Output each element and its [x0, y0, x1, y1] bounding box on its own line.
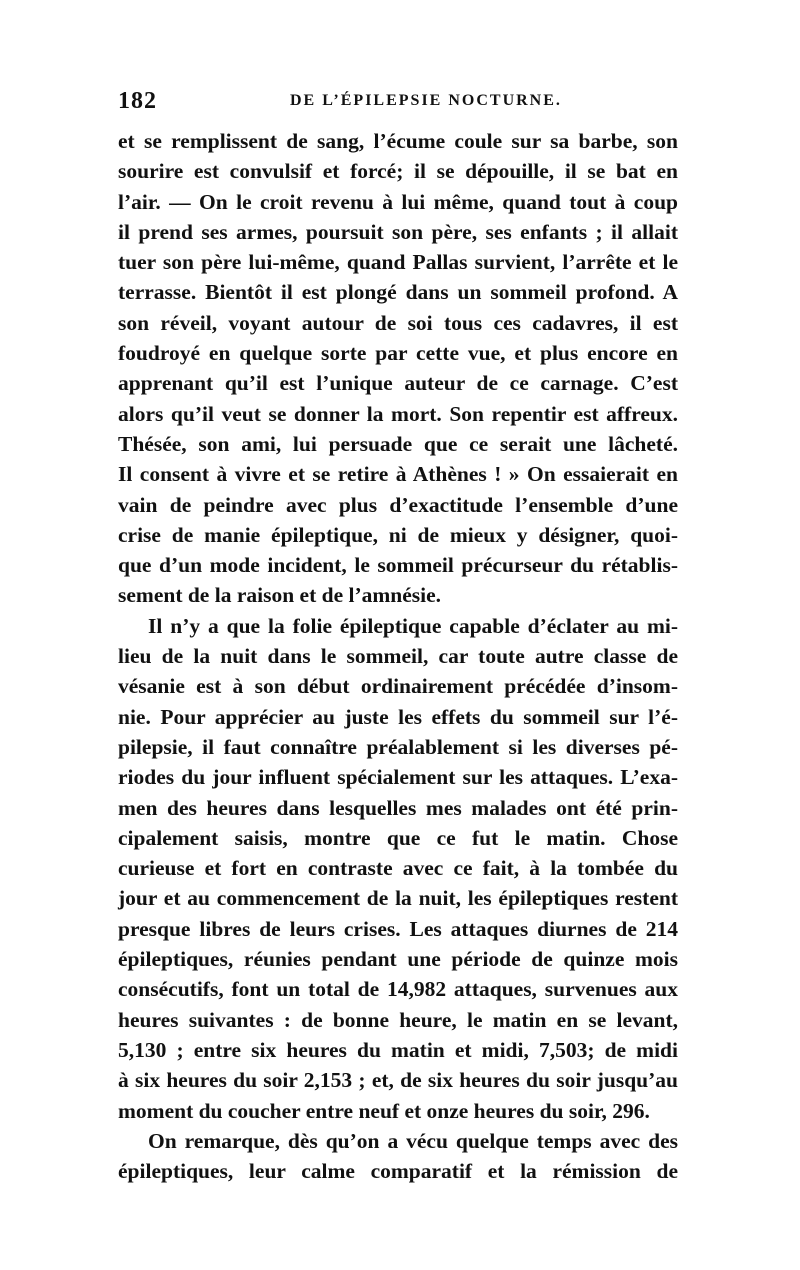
text-line: il prend ses armes, poursuit son père, ses enfants ; il allait	[118, 219, 678, 244]
text-line: nie. Pour apprécier au juste les effets du sommeil sur l’é-	[118, 704, 678, 729]
text-line: jour et au commencement de la nuit, les épileptiques restent	[118, 886, 678, 911]
text-line: que d’un mode incident, le sommeil précurseur du rétablis-	[118, 553, 678, 578]
text-line: sement de la raison et de l’amnésie.	[118, 583, 442, 608]
text-line: On remarque, dès qu’on a vécu quelque temps avec des	[148, 1128, 678, 1153]
text-line: l’air. — On le croit revenu à lui même, quand tout à coup	[118, 189, 678, 214]
text-line: pilepsie, il faut connaître préalablement si les diverses pé-	[118, 734, 678, 759]
text-line: moment du coucher entre neuf et onze heures du soir, 296.	[118, 1098, 650, 1123]
text-line: heures suivantes : de bonne heure, le matin en se levant,	[118, 1007, 678, 1032]
text-line: riodes du jour influent spécialement sur les attaques. L’exa-	[118, 765, 678, 790]
page-header	[118, 88, 678, 122]
page-number: 182	[118, 88, 157, 114]
text-line: foudroyé en quelque sorte par cette vue, et plus encore en	[118, 341, 678, 366]
text-line: curieuse et fort en contraste avec ce fait, à la tombée du	[118, 856, 678, 881]
text-line: cipalement saisis, montre que ce fut le matin. Chose	[118, 825, 678, 850]
text-line: tuer son père lui-même, quand Pallas survient, l’arrête et le	[118, 250, 678, 275]
text-line: vésanie est à son début ordinairement précédée d’insom-	[118, 674, 678, 699]
text-line: son réveil, voyant autour de soi tous ces cadavres, il est	[118, 310, 678, 335]
text-line: consécutifs, font un total de 14,982 attaques, survenues aux	[118, 977, 678, 1002]
text-line: Thésée, son ami, lui persuade que ce serait une lâcheté.	[118, 431, 678, 456]
text-line: Il consent à vivre et se retire à Athènes ! » On essaierait en	[118, 462, 678, 487]
text-line: men des heures dans lesquelles mes malades ont été prin-	[118, 795, 678, 820]
text-line: terrasse. Bientôt il est plongé dans un sommeil profond. A	[118, 280, 678, 305]
running-head: DE L’ÉPILEPSIE NOCTURNE.	[290, 92, 562, 109]
text-line: apprenant qu’il est l’unique auteur de ce carnage. C’est	[118, 371, 678, 396]
text-line: à six heures du soir 2,153 ; et, de six heures du soir jusqu’au	[118, 1068, 678, 1093]
text-line: et se remplissent de sang, l’écume coule sur sa barbe, son	[118, 129, 678, 153]
text-line: 5,130 ; entre six heures du matin et midi, 7,503; de midi	[118, 1037, 678, 1062]
text-line: sourire est convulsif et forcé; il se dépouille, il se bat en	[118, 159, 678, 184]
text-line: lieu de la nuit dans le sommeil, car toute autre classe de	[118, 644, 678, 669]
text-line: Il n’y a que la folie épileptique capable d’éclater au mi-	[148, 613, 678, 638]
text-line: presque libres de leurs crises. Les attaques diurnes de 214	[118, 916, 678, 941]
text-line: vain de peindre avec plus d’exactitude l’ensemble d’une	[118, 492, 678, 517]
text-line: crise de manie épileptique, ni de mieux y désigner, quoi-	[118, 522, 678, 547]
text-line: épileptiques, réunies pendant une période de quinze mois	[118, 947, 678, 972]
text-line: alors qu’il veut se donner la mort. Son repentir est affreux.	[118, 401, 678, 426]
body-text	[118, 126, 678, 1186]
text-line: épileptiques, leur calme comparatif et la rémission de	[118, 1159, 678, 1184]
